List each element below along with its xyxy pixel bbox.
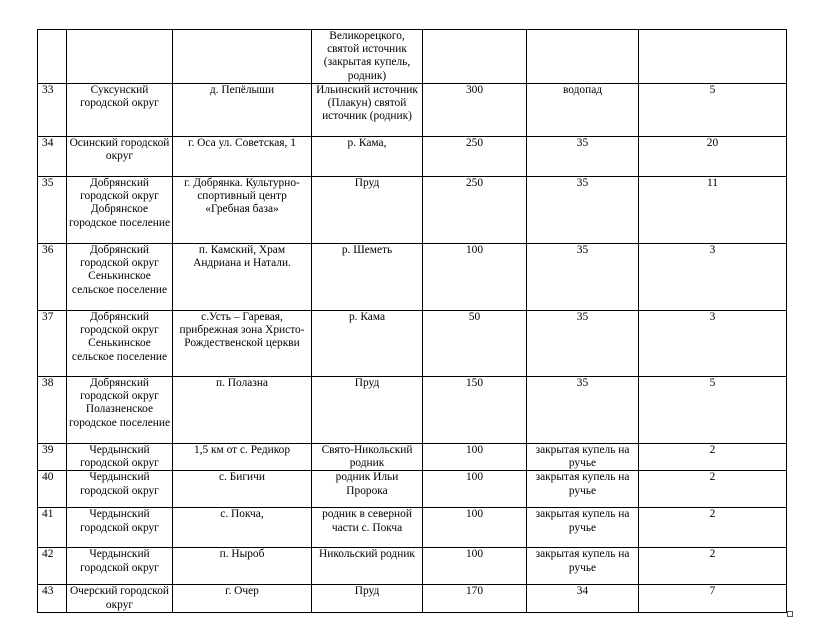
table-row bbox=[38, 137, 787, 177]
place-cell: с. Бигичи bbox=[173, 471, 312, 508]
table-row bbox=[38, 508, 787, 548]
table-row bbox=[38, 84, 787, 137]
object-cell: Свято-Никольский родник bbox=[312, 444, 423, 471]
municipality-cell: Добрянский городской округ Добрянское городское поселение bbox=[67, 177, 173, 244]
value-cell bbox=[423, 30, 527, 84]
municipality-cell: Чердынский городской округ bbox=[67, 471, 173, 508]
object-cell: Пруд bbox=[312, 585, 423, 612]
row-number: 37 bbox=[38, 311, 67, 377]
value-cell bbox=[527, 30, 639, 84]
value-cell: 250 bbox=[423, 177, 527, 244]
place-cell: 1,5 км от с. Редикор bbox=[173, 444, 312, 471]
object-cell: Ильинский источник (Плакун) святой источник (родник) bbox=[312, 84, 423, 137]
place-cell: г. Очер bbox=[173, 585, 312, 612]
municipality-cell: Добрянский городской округ Сенькинское сельское поселение bbox=[67, 244, 173, 311]
place-cell: д. Пепёлыши bbox=[173, 84, 312, 137]
value-cell: закрытая купель на ручье bbox=[527, 508, 639, 548]
row-number: 39 bbox=[38, 444, 67, 471]
value-cell: 35 bbox=[527, 311, 639, 377]
value-cell: 150 bbox=[423, 377, 527, 444]
row-number: 34 bbox=[38, 137, 67, 177]
object-cell: Пруд bbox=[312, 377, 423, 444]
row-number: 40 bbox=[38, 471, 67, 508]
place-cell: г. Оса ул. Советская, 1 bbox=[173, 137, 312, 177]
value-cell: 2 bbox=[639, 508, 787, 548]
municipality-cell: Чердынский городской округ bbox=[67, 508, 173, 548]
value-cell: 2 bbox=[639, 471, 787, 508]
municipality-cell: Очерский городской округ bbox=[67, 585, 173, 612]
row-number: 36 bbox=[38, 244, 67, 311]
value-cell: 50 bbox=[423, 311, 527, 377]
place-cell: п. Полазна bbox=[173, 377, 312, 444]
value-cell: 35 bbox=[527, 377, 639, 444]
place-cell: г. Добрянка. Культурно-спортивный центр «Гребная база» bbox=[173, 177, 312, 244]
table-row bbox=[38, 585, 787, 612]
value-cell: 7 bbox=[639, 585, 787, 612]
row-number: 35 bbox=[38, 177, 67, 244]
place-cell: п. Ныроб bbox=[173, 548, 312, 585]
value-cell bbox=[639, 30, 787, 84]
object-cell: р. Кама bbox=[312, 311, 423, 377]
value-cell: 250 bbox=[423, 137, 527, 177]
object-cell: р. Кама, bbox=[312, 137, 423, 177]
value-cell: 100 bbox=[423, 444, 527, 471]
value-cell: 5 bbox=[639, 84, 787, 137]
object-cell: родник Ильи Пророка bbox=[312, 471, 423, 508]
object-cell: Пруд bbox=[312, 177, 423, 244]
table-row bbox=[38, 311, 787, 377]
object-cell: р. Шеметь bbox=[312, 244, 423, 311]
row-number: 38 bbox=[38, 377, 67, 444]
value-cell: 34 bbox=[527, 585, 639, 612]
table-row bbox=[38, 177, 787, 244]
municipality-cell: Осинский городской округ bbox=[67, 137, 173, 177]
value-cell: 100 bbox=[423, 508, 527, 548]
object-cell: Великорецкого, святой источник (закрытая купель, родник) bbox=[312, 30, 423, 84]
municipality-cell: Чердынский городской округ bbox=[67, 548, 173, 585]
place-cell: с.Усть – Гаревая, прибрежная зона Христо-Рождественской церкви bbox=[173, 311, 312, 377]
value-cell: 3 bbox=[639, 244, 787, 311]
municipality-cell bbox=[67, 30, 173, 84]
table-row bbox=[38, 30, 787, 84]
value-cell: 100 bbox=[423, 471, 527, 508]
table-end-marker bbox=[787, 611, 793, 617]
municipality-cell: Добрянский городской округ Сенькинское сельское поселение bbox=[67, 311, 173, 377]
value-cell: 100 bbox=[423, 548, 527, 585]
springs-table bbox=[37, 29, 787, 613]
value-cell: 2 bbox=[639, 548, 787, 585]
table-row bbox=[38, 444, 787, 471]
row-number: 43 bbox=[38, 585, 67, 612]
value-cell: 2 bbox=[639, 444, 787, 471]
value-cell: 3 bbox=[639, 311, 787, 377]
value-cell: 35 bbox=[527, 177, 639, 244]
table-row bbox=[38, 244, 787, 311]
value-cell: водопад bbox=[527, 84, 639, 137]
place-cell: с. Покча, bbox=[173, 508, 312, 548]
value-cell: 11 bbox=[639, 177, 787, 244]
object-cell: Никольский родник bbox=[312, 548, 423, 585]
value-cell: закрытая купель на ручье bbox=[527, 548, 639, 585]
value-cell: 20 bbox=[639, 137, 787, 177]
table-row bbox=[38, 377, 787, 444]
municipality-cell: Суксунский городской округ bbox=[67, 84, 173, 137]
value-cell: 35 bbox=[527, 137, 639, 177]
object-cell: родник в северной части с. Покча bbox=[312, 508, 423, 548]
value-cell: 170 bbox=[423, 585, 527, 612]
value-cell: 300 bbox=[423, 84, 527, 137]
table-row bbox=[38, 471, 787, 508]
value-cell: закрытая купель на ручье bbox=[527, 444, 639, 471]
row-number bbox=[38, 30, 67, 84]
value-cell: 100 bbox=[423, 244, 527, 311]
row-number: 41 bbox=[38, 508, 67, 548]
table-row bbox=[38, 548, 787, 585]
row-number: 42 bbox=[38, 548, 67, 585]
place-cell: п. Камский, Храм Андриана и Натали. bbox=[173, 244, 312, 311]
row-number: 33 bbox=[38, 84, 67, 137]
municipality-cell: Чердынский городской округ bbox=[67, 444, 173, 471]
value-cell: 5 bbox=[639, 377, 787, 444]
municipality-cell: Добрянский городской округ Полазненское городское поселение bbox=[67, 377, 173, 444]
place-cell bbox=[173, 30, 312, 84]
value-cell: 35 bbox=[527, 244, 639, 311]
value-cell: закрытая купель на ручье bbox=[527, 471, 639, 508]
